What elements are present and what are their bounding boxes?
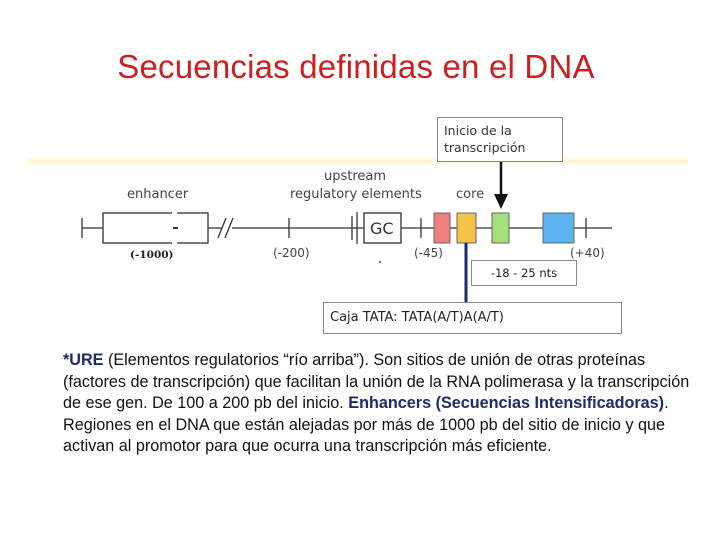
pos-minus1000-label: (-1000): [130, 249, 174, 261]
pos-plus40-label: (+40): [570, 246, 605, 260]
green-element-box: [492, 213, 509, 243]
gc-label: GC: [370, 219, 394, 238]
pos-minus200-label: (-200): [273, 246, 310, 260]
enhancer-box: [176, 213, 208, 243]
enhancer-box: [103, 213, 173, 243]
blue-element-box: [543, 213, 574, 243]
upstream-label: upstream: [324, 169, 387, 184]
spacing-label: -18 - 25 nts: [471, 260, 577, 286]
ure-description: (Elementos regulatorios “río arriba”). Son sitios de unión de otras proteínas (factores de transcripción) que facilitan la unión de la RNA polimerasa y la transcripción de ese gen. De 100 a 200 pb del inicio.: [63, 351, 690, 412]
transcription-start-label: [437, 117, 563, 162]
explanation-text: [63, 350, 695, 458]
start-arrow-head: [494, 194, 508, 209]
break-mark: [225, 218, 233, 238]
tata-box-label: Caja TATA: TATA(A/T)A(A/T): [323, 302, 622, 334]
tata-box: [457, 213, 476, 243]
inicio-line-2: transcripción: [444, 140, 526, 155]
page-title: Secuencias definidas en el DNA: [117, 48, 595, 85]
enhancers-description: . Regiones en el DNA que están alejadas por más de 1000 pb del sitio de inicio y que activan al promotor para que ocurra una transcripción más eficiente.: [63, 394, 669, 455]
regulatory-elements-label: regulatory elements: [290, 187, 422, 202]
enhancer-label: enhancer: [127, 187, 189, 202]
ure-label: *URE: [63, 351, 104, 369]
red-element-box: [434, 213, 450, 243]
enhancers-label: Enhancers (Secuencias Intensificadoras): [348, 394, 665, 412]
inicio-line-1: Inicio de la: [444, 123, 512, 138]
pos-minus45-label: (-45): [414, 246, 443, 260]
core-label: core: [456, 187, 485, 202]
dot-marker: [379, 261, 381, 263]
